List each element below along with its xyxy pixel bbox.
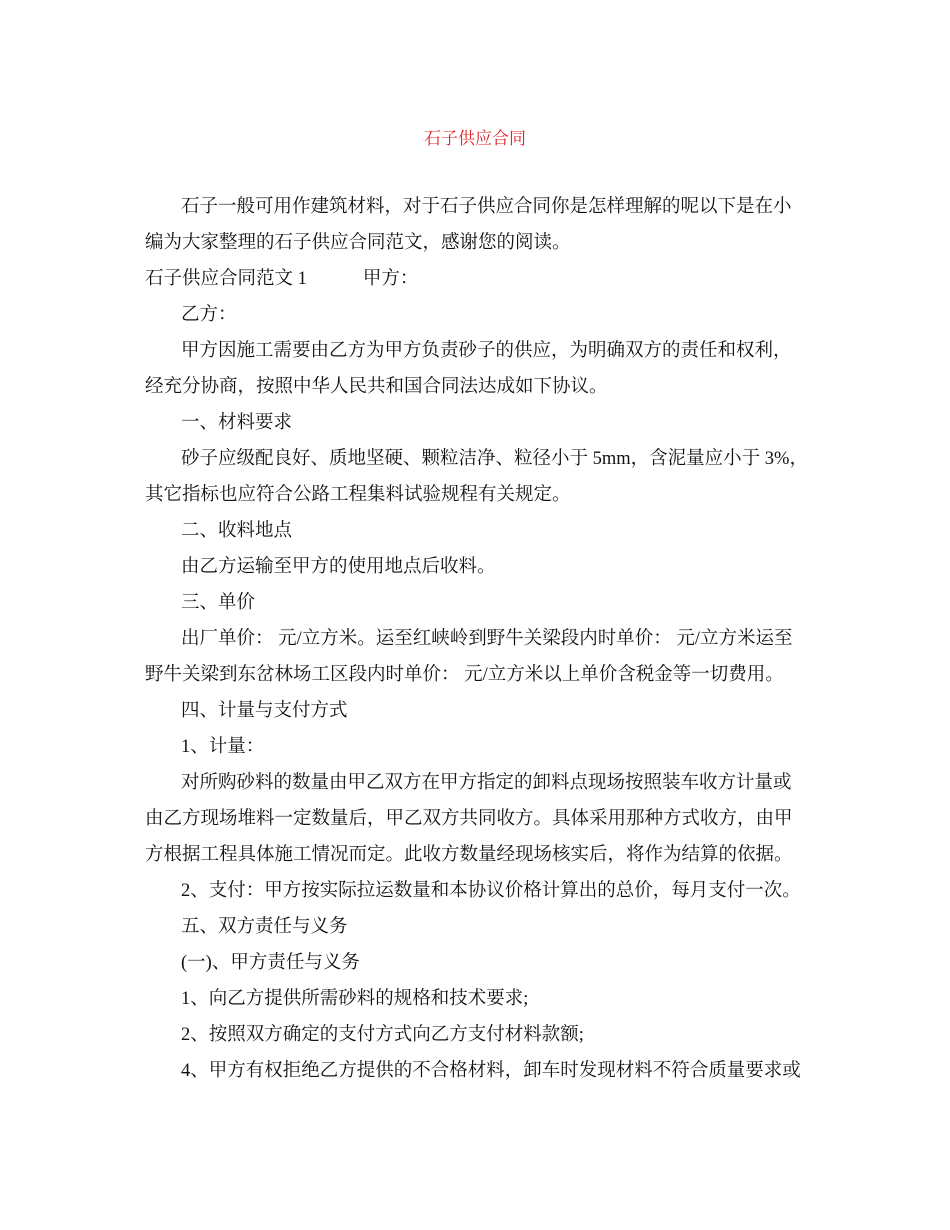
text-line — [145, 266, 810, 302]
text-line — [145, 914, 810, 950]
text-line — [145, 410, 810, 446]
line-text: 对所购砂料的数量由甲乙双方在甲方指定的卸料点现场按照装车收方计量或 — [181, 773, 792, 793]
line-text: 方根据工程具体施工情况而定。此收方数量经现场核实后，将作为结算的依据。 — [145, 845, 793, 865]
document-body — [145, 194, 810, 1094]
text-line — [145, 662, 810, 698]
text-line — [145, 338, 810, 374]
document-title: 石子供应合同 — [424, 129, 526, 148]
line-text: 四、计量与支付方式 — [181, 701, 348, 721]
line-text: 其它指标也应符合公路工程集料试验规程有关规定。 — [145, 485, 571, 505]
line-text: 4、甲方有权拒绝乙方提供的不合格材料，卸车时发现材料不符合质量要求或 — [181, 1061, 801, 1081]
line-text: 由乙方现场堆料一定数量后，甲乙双方共同收方。具体采用那种方式收方，由甲 — [145, 809, 793, 829]
line-text: 野牛关梁到东岔林场工区段内时单价： 元/立方米以上单价含税金等一切费用。 — [145, 665, 784, 685]
line-text: 由乙方运输至甲方的使用地点后收料。 — [181, 557, 496, 577]
line-text: 一、材料要求 — [181, 413, 293, 433]
text-line — [145, 590, 810, 626]
text-line — [145, 806, 810, 842]
text-line — [145, 1022, 810, 1058]
text-line — [145, 950, 810, 986]
text-line — [145, 626, 810, 662]
line-text: 五、双方责任与义务 — [181, 917, 348, 937]
line-text: 出厂单价： 元/立方米。运至红峡岭到野牛关梁段内时单价： 元/立方米运至 — [181, 629, 793, 649]
line-text: 编为大家整理的石子供应合同范文，感谢您的阅读。 — [145, 233, 571, 253]
text-line — [145, 878, 810, 914]
line-text: 2、支付：甲方按实际拉运数量和本协议价格计算出的总价，每月支付一次。 — [181, 881, 801, 901]
text-line — [145, 230, 810, 266]
line-text: 石子一般可用作建筑材料，对于石子供应合同你是怎样理解的呢以下是在小 — [181, 197, 792, 217]
text-line — [145, 554, 810, 590]
text-line — [145, 842, 810, 878]
line-text: 1、向乙方提供所需砂料的规格和技术要求; — [181, 989, 529, 1009]
line-text: 砂子应级配良好、质地坚硬、颗粒洁净、粒径小于 5mm，含泥量应小于 3%， — [181, 449, 808, 469]
line-text: 二、收料地点 — [181, 521, 293, 541]
text-line — [145, 734, 810, 770]
line-text: (一)、甲方责任与义务 — [181, 953, 360, 973]
text-line — [145, 446, 810, 482]
text-line — [145, 698, 810, 734]
text-line — [145, 770, 810, 806]
line-text: 三、单价 — [181, 593, 256, 613]
text-line — [145, 518, 810, 554]
party-a-label: 甲方： — [362, 269, 419, 289]
line-text: 经充分协商，按照中华人民共和国合同法达成如下协议。 — [145, 377, 608, 397]
text-line — [145, 302, 810, 338]
text-line — [145, 194, 810, 230]
text-line — [145, 374, 810, 410]
line-text: 2、按照双方确定的支付方式向乙方支付材料款额; — [181, 1025, 584, 1045]
text-line — [145, 1058, 810, 1094]
text-line — [145, 482, 810, 518]
line-text: 乙方： — [181, 305, 237, 325]
text-line — [145, 986, 810, 1022]
line-text: 甲方因施工需要由乙方为甲方负责砂子的供应，为明确双方的责任和权利， — [181, 341, 792, 361]
line-text: 石子供应合同范文 1 — [145, 269, 307, 289]
line-text: 1、计量： — [181, 737, 265, 757]
